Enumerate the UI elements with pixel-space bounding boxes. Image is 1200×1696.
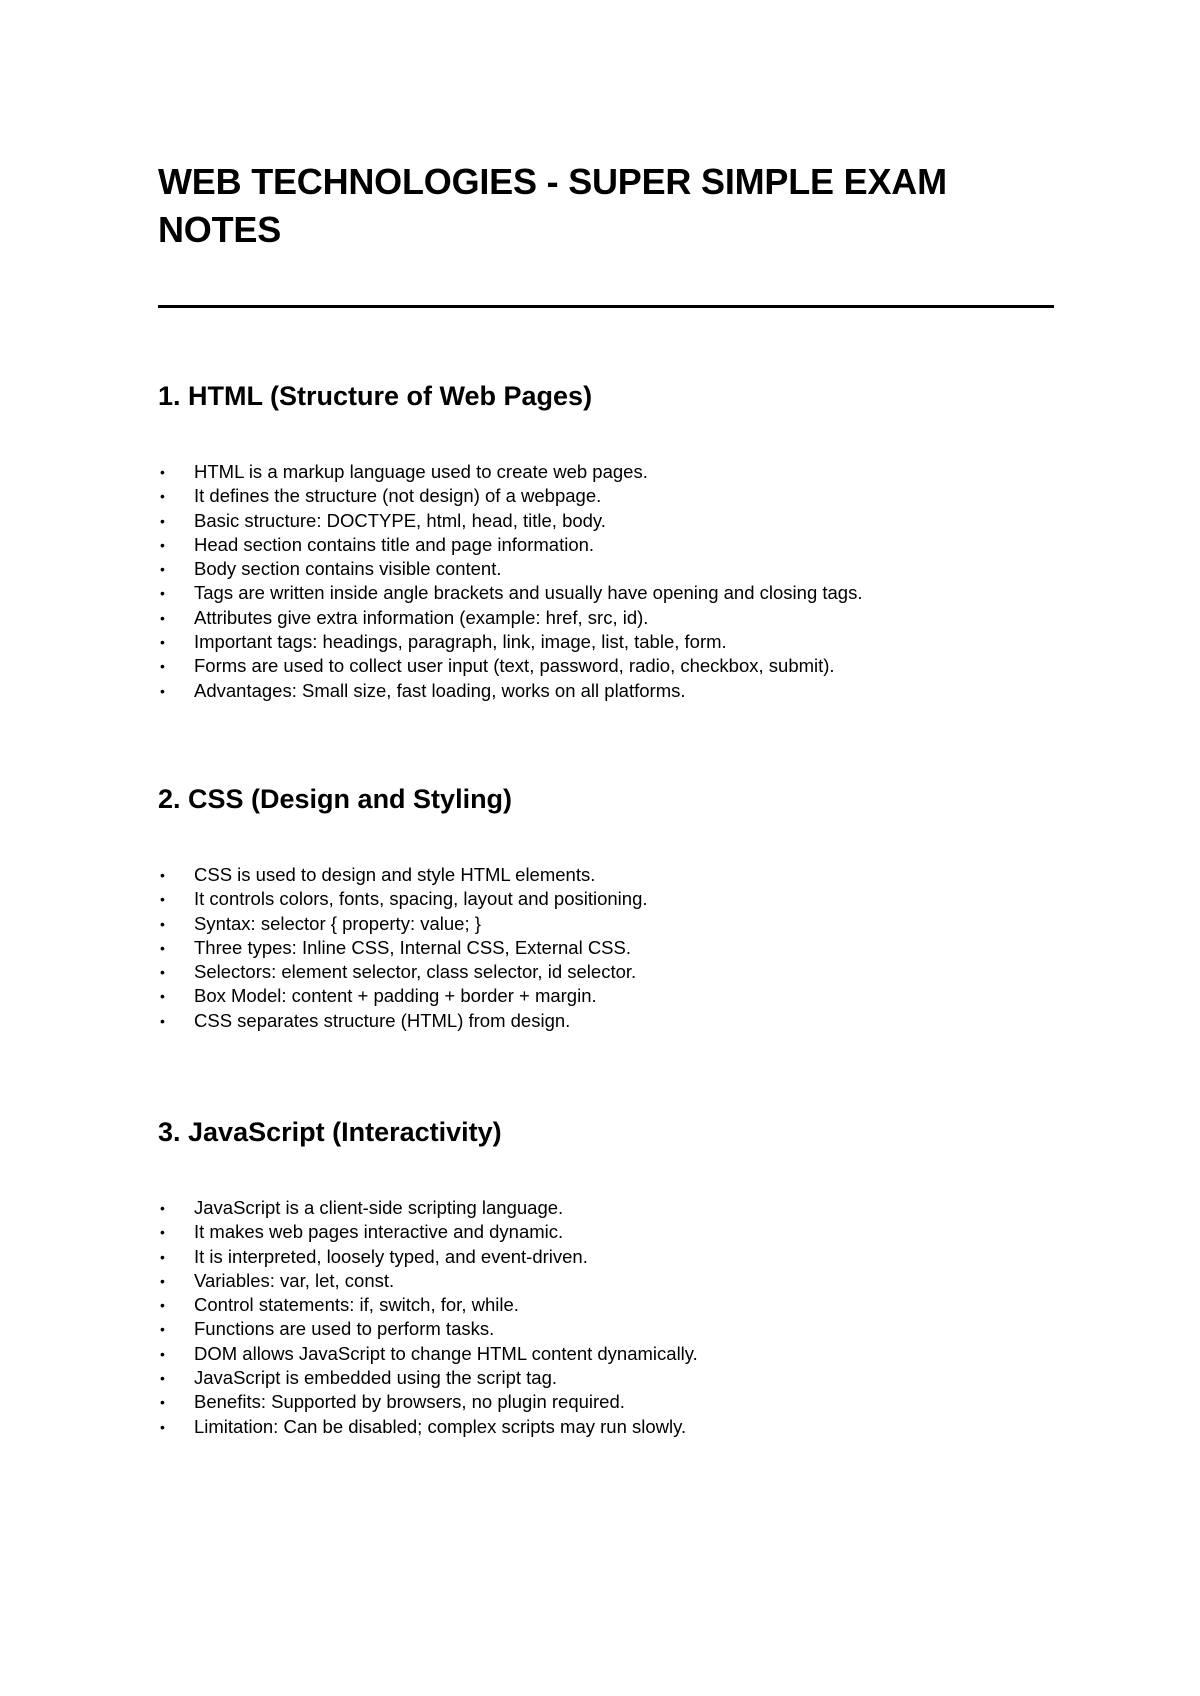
list-item <box>158 581 1058 605</box>
bullet-icon: • <box>160 867 165 883</box>
list-item-text: Important tags: headings, paragraph, link, image, list, table, form. <box>194 631 727 653</box>
list-item-text: Box Model: content + padding + border + margin. <box>194 985 597 1007</box>
list-item-text: JavaScript is a client-side scripting language. <box>194 1197 564 1218</box>
section-heading: 1. HTML (Structure of Web Pages) <box>158 381 593 411</box>
list-item <box>158 984 1058 1008</box>
list-item <box>158 960 1058 984</box>
list-item <box>158 679 1058 703</box>
section-heading: 2. CSS (Design and Styling) <box>158 784 513 814</box>
bullet-list <box>158 863 1058 1033</box>
bullet-icon: • <box>160 658 165 675</box>
list-item <box>158 484 1058 508</box>
bullet-icon: • <box>160 1248 165 1265</box>
list-item-text: Selectors: element selector, class selector, id selector. <box>194 961 637 983</box>
list-item <box>158 557 1058 581</box>
bullet-icon: • <box>160 634 165 651</box>
list-item-text: HTML is a markup language used to create web pages. <box>194 461 648 482</box>
section-heading: 3. JavaScript (Interactivity) <box>158 1117 502 1147</box>
bullet-icon: • <box>160 536 165 553</box>
bullet-icon: • <box>160 512 165 529</box>
list-item-text: Functions are used to perform tasks. <box>194 1318 495 1340</box>
list-item-text: Basic structure: DOCTYPE, html, head, title, body. <box>194 509 606 531</box>
bullet-icon: • <box>160 1224 165 1241</box>
list-item <box>158 606 1058 630</box>
list-item <box>158 1009 1058 1033</box>
bullet-list <box>158 1196 1058 1439</box>
list-item <box>158 533 1058 557</box>
list-item <box>158 863 1058 887</box>
list-item-text: Advantages: Small size, fast loading, works on all platforms. <box>194 679 686 701</box>
bullet-icon: • <box>160 1370 165 1387</box>
bullet-icon: • <box>160 988 165 1005</box>
list-item <box>158 509 1058 533</box>
list-item <box>158 1269 1058 1293</box>
list-item <box>158 1245 1058 1269</box>
list-item-text: Attributes give extra information (example: href, src, id). <box>194 606 649 628</box>
list-item-text: Tags are written inside angle brackets and usually have opening and closing tags. <box>194 582 863 604</box>
list-item-text: Control statements: if, switch, for, while. <box>194 1294 519 1316</box>
document-title: WEB TECHNOLOGIES - SUPER SIMPLE EXAM NOTES <box>158 161 947 250</box>
bullet-icon: • <box>160 1012 165 1029</box>
section-javascript <box>158 1114 1058 1439</box>
bullet-icon: • <box>160 939 165 956</box>
list-item-text: Variables: var, let, const. <box>194 1269 395 1291</box>
bullet-icon: • <box>160 1272 165 1289</box>
list-item-text: Forms are used to collect user input (text, password, radio, checkbox, submit). <box>194 655 835 677</box>
bullet-icon: • <box>160 682 165 699</box>
bullet-icon: • <box>160 561 165 578</box>
list-item-text: Body section contains visible content. <box>194 558 502 580</box>
bullet-icon: • <box>160 1200 165 1216</box>
list-item-text: Syntax: selector { property: value; } <box>194 912 481 934</box>
list-item <box>158 1366 1058 1390</box>
bullet-icon: • <box>160 585 165 602</box>
list-item-text: JavaScript is embedded using the script tag. <box>194 1367 557 1389</box>
list-item-text: Head section contains title and page information. <box>194 533 595 555</box>
horizontal-rule <box>158 305 1054 308</box>
list-item <box>158 1317 1058 1341</box>
bullet-icon: • <box>160 1394 165 1411</box>
list-item-text: Benefits: Supported by browsers, no plugin required. <box>194 1391 625 1413</box>
list-item <box>158 654 1058 678</box>
list-item <box>158 1415 1058 1439</box>
list-item <box>158 1220 1058 1244</box>
list-item <box>158 460 1058 484</box>
list-item-text: It makes web pages interactive and dynamic. <box>194 1221 564 1243</box>
list-item <box>158 1293 1058 1317</box>
bullet-icon: • <box>160 1418 165 1435</box>
list-item <box>158 936 1058 960</box>
bullet-icon: • <box>160 891 165 908</box>
bullet-icon: • <box>160 964 165 981</box>
list-item-text: It is interpreted, loosely typed, and event-driven. <box>194 1245 588 1267</box>
bullet-icon: • <box>160 488 165 505</box>
section-css <box>158 781 1058 1033</box>
list-item-text: Limitation: Can be disabled; complex scripts may run slowly. <box>194 1415 687 1437</box>
list-item-text: DOM allows JavaScript to change HTML content dynamically. <box>194 1342 698 1364</box>
section-html <box>158 378 1058 703</box>
list-item <box>158 630 1058 654</box>
list-item <box>158 1342 1058 1366</box>
list-item <box>158 1196 1058 1220</box>
list-item-text: It defines the structure (not design) of a webpage. <box>194 485 602 507</box>
list-item-text: CSS is used to design and style HTML elements. <box>194 864 596 885</box>
list-item-text: CSS separates structure (HTML) from design. <box>194 1009 571 1031</box>
bullet-icon: • <box>160 1321 165 1338</box>
list-item <box>158 887 1058 911</box>
list-item <box>158 1390 1058 1414</box>
bullet-icon: • <box>160 464 165 480</box>
list-item <box>158 912 1058 936</box>
list-item-text: It controls colors, fonts, spacing, layout and positioning. <box>194 888 648 910</box>
bullet-icon: • <box>160 609 165 626</box>
bullet-list <box>158 460 1058 703</box>
bullet-icon: • <box>160 1297 165 1314</box>
bullet-icon: • <box>160 1345 165 1362</box>
bullet-icon: • <box>160 915 165 932</box>
list-item-text: Three types: Inline CSS, Internal CSS, External CSS. <box>194 936 631 958</box>
